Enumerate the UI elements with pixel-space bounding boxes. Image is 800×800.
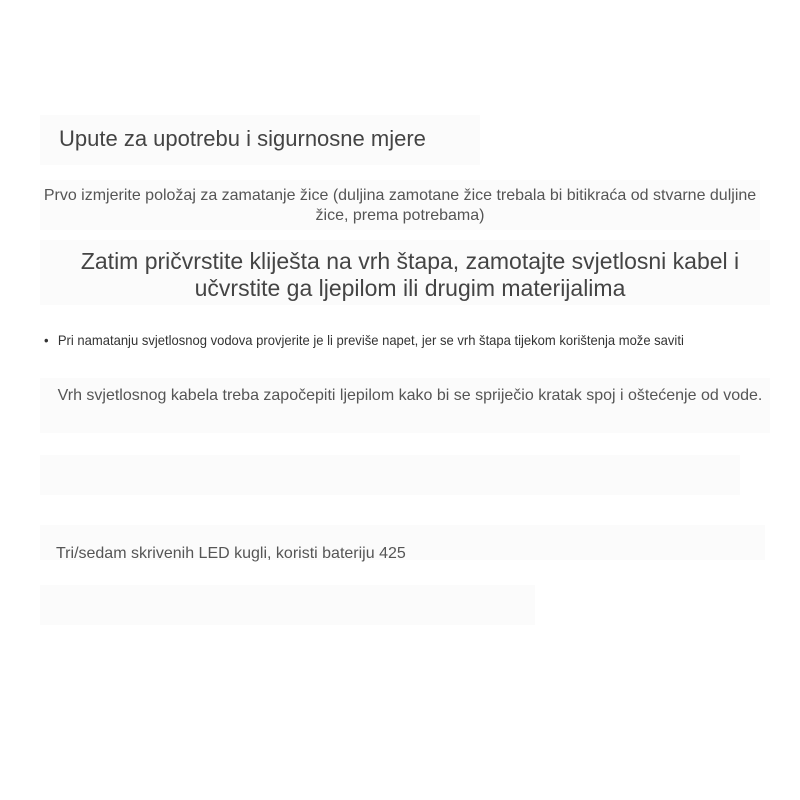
- instruction-step-3: Vrh svjetlosnog kabela treba započepiti ljepilom kako bi se spriječio kratak spoj i oštećenje od vode.: [57, 387, 763, 404]
- warning-bullet: [44, 332, 684, 348]
- background-band: [40, 455, 740, 495]
- instruction-step-1: Prvo izmjerite položaj za zamatanje žice (duljina zamotane žice trebala bi bitikraća od stvarne duljine žice, prema potrebama): [43, 187, 757, 224]
- bullet-marker: •: [44, 332, 49, 348]
- bullet-text: Pri namatanju svjetlosnog vodova provjerite je li previše napet, jer se vrh štapa tijekom korištenja može saviti: [57, 332, 684, 348]
- section-title: Upute za upotrebu i sigurnosne mjere: [59, 126, 426, 151]
- instruction-step-2: Zatim pričvrstite kliješta na vrh štapa, zamotajte svjetlosni kabel i učvrstite ga ljepilom ili drugim materijalima: [80, 248, 740, 301]
- background-band: [40, 585, 535, 625]
- product-note: Tri/sedam skrivenih LED kugli, koristi bateriju 425: [56, 545, 406, 562]
